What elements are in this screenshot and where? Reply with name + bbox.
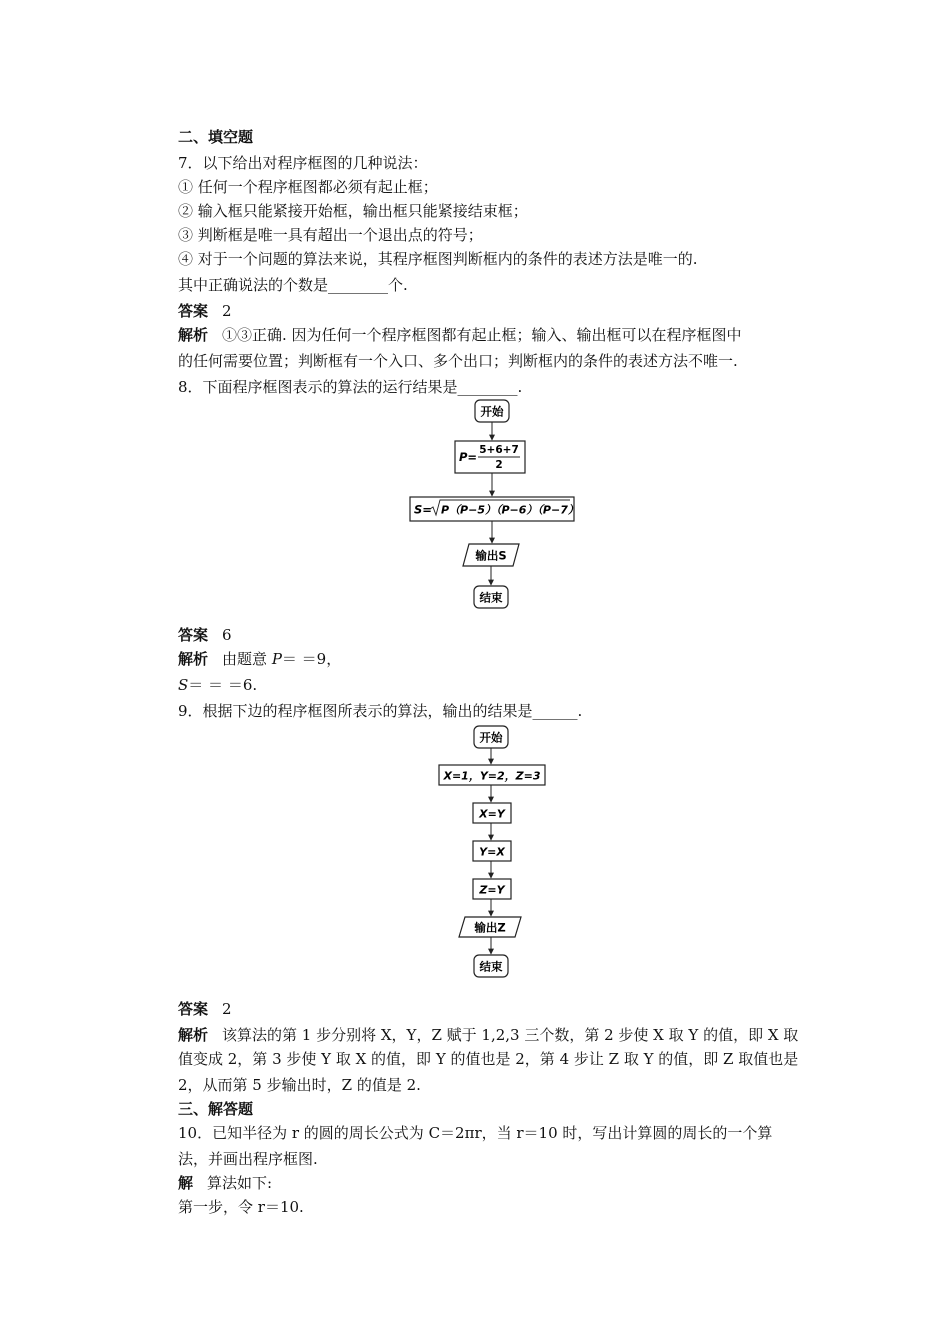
section-title-solve: 三、解答题 (178, 1100, 254, 1118)
flow-p-numerator: 5+6+7 (479, 444, 519, 456)
flow-output-label: 输出Z (474, 920, 506, 935)
answer-value: 2 (222, 302, 232, 320)
q9-analysis-line-1: 解析 该算法的第 1 步分别将 X，Y，Z 赋于 1,2,3 三个数，第 2 步使 X 取 Y 的值，即 X 取 (178, 1026, 799, 1044)
q7-analysis-line-1: 解析 ①③正确. 因为任何一个程序框图都有起止框；输入、输出框可以在程序框图中 (178, 326, 742, 344)
section-title-fill-in: 二、填空题 (178, 128, 254, 146)
flow-p-lhs: P= (459, 450, 478, 464)
q9-stem: 9．根据下边的程序框图所表示的算法，输出的结果是______. (178, 702, 583, 720)
q7-answer (178, 300, 232, 322)
q10-step-1: 第一步，令 r＝10. (178, 1198, 304, 1216)
q9-answer: 答案 2 (178, 1000, 232, 1018)
q7-item-4: ④ 对于一个问题的算法来说，其程序框图判断框内的条件的表述方法是唯一的. (178, 250, 698, 268)
q7-item-1: ① 任何一个程序框图都必须有起止框； (178, 178, 438, 196)
q8-flowchart (178, 396, 818, 614)
q7-ask: 其中正确说法的个数是________个. (178, 276, 408, 294)
q8-analysis-line-1: 解析 由题意 P＝ ＝9， (178, 650, 342, 668)
flow-step3-label: Z=Y (479, 883, 505, 897)
q7-analysis-line-2: 的任何需要位置；判断框有一个入口、多个出口；判断框内的条件的表述方法不唯一. (178, 352, 738, 370)
flow-start-label: 开始 (480, 404, 504, 419)
flow-end-label: 结束 (479, 590, 503, 605)
q9-analysis-line-3: 2，从而第 5 步输出时，Z 的值是 2. (178, 1076, 421, 1094)
flow-init-label: X=1，Y=2，Z=3 (443, 769, 541, 783)
flow-start-label: 开始 (479, 730, 503, 745)
q10-stem-line-2: 法，并画出程序框图. (178, 1150, 318, 1168)
q7-item-3: ③ 判断框是唯一具有超出一个退出点的符号； (178, 226, 483, 244)
flow-end-label: 结束 (479, 959, 503, 974)
flow-output-label: 输出S (475, 548, 507, 563)
q9-analysis-line-2: 值变成 2，第 3 步使 Y 取 X 的值，即 Y 的值也是 2，第 4 步让 Z 取 Y 的值，即 Z 取值也是 (178, 1050, 799, 1068)
q7-stem: 7．以下给出对程序框图的几种说法： (178, 154, 428, 172)
q10-solution-intro: 解 算法如下: (178, 1174, 273, 1192)
flow-step2-label: Y=X (479, 845, 505, 859)
q7-item-2: ② 输入框只能紧接开始框，输出框只能紧接结束框； (178, 202, 528, 220)
q8-answer: 答案 6 (178, 626, 232, 644)
q8-analysis-line-2: S＝ ＝ ＝6. (178, 676, 258, 694)
analysis-label: 解析 (178, 326, 209, 344)
flow-s-expression: P（P−5）（P−6）（P−7） (441, 503, 579, 517)
q9-flowchart (178, 722, 818, 984)
answer-label: 答案 (178, 302, 209, 320)
q8-stem: 8．下面程序框图表示的算法的运行结果是________. (178, 378, 523, 396)
flow-s-lhs: S= (414, 502, 432, 517)
flow-step1-label: X=Y (479, 807, 505, 821)
q10-stem-line-1: 10．已知半径为 r 的圆的周长公式为 C＝2πr，当 r＝10 时，写出计算圆的周长的一个算 (178, 1124, 773, 1142)
flow-p-denominator: 2 (495, 459, 503, 471)
